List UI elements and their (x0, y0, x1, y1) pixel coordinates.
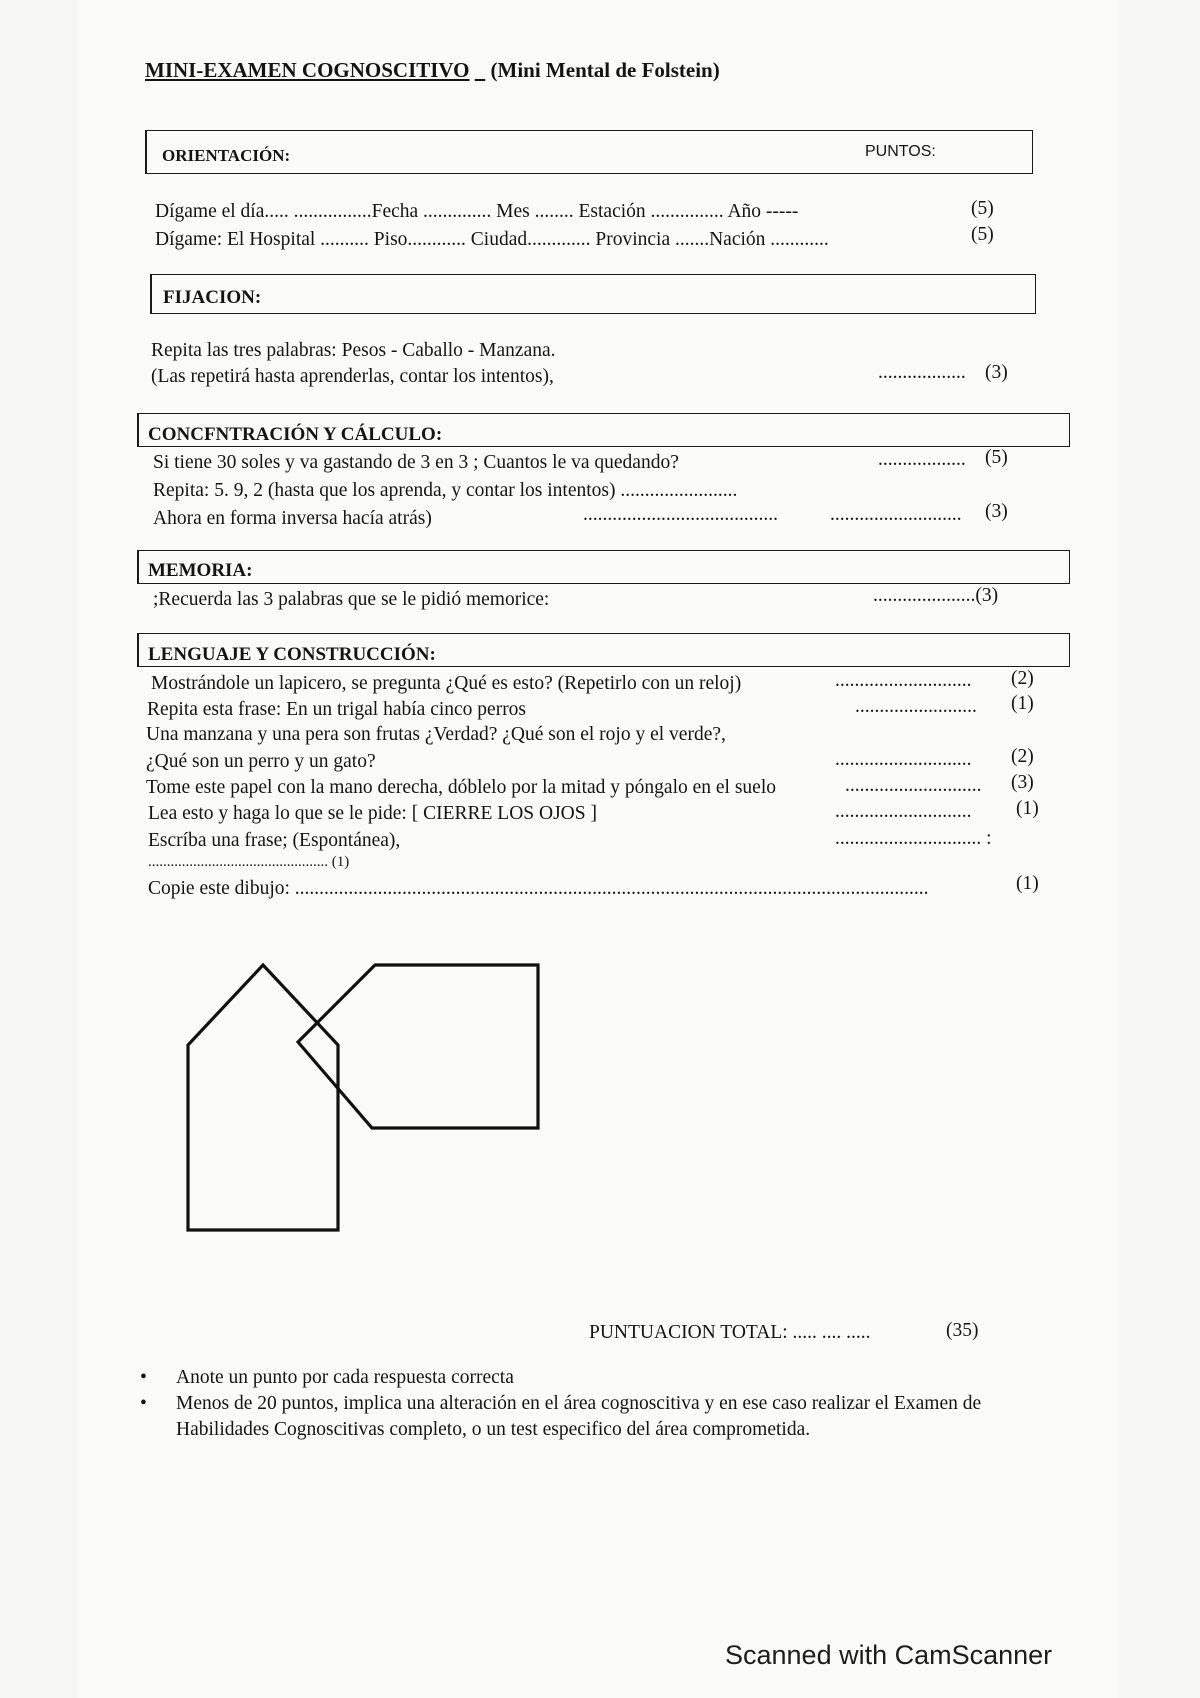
lenguaje-line-2-dots: ......................... (855, 696, 977, 717)
orientacion-line-1-points: (5) (971, 198, 994, 219)
lenguaje-line-3: Una manzana y una pera son frutas ¿Verdad? ¿Qué son el rojo y el verde?, (146, 724, 726, 745)
lenguaje-line-7: Escríba una frase; (Espontánea), (148, 830, 401, 851)
note-item: • Menos de 20 puntos, implica una alteración en el área cognoscitiva y en ese caso realizar el Examen de Habilidades Cognoscitivas completo, o un test especifico del área comprometida. (140, 1391, 1040, 1443)
lenguaje-line-5-points: (3) (1011, 772, 1034, 793)
orientacion-line-1: Dígame el día..... ................Fecha .............. Mes ........ Estación ............... Año ----- (155, 201, 799, 222)
title-main: MINI-EXAMEN COGNOSCITIVO (145, 58, 470, 82)
lenguaje-line-2-points: (1) (1011, 693, 1034, 714)
lenguaje-line-7-dots: .............................. : (835, 828, 992, 849)
fijacion-line-2: (Las repetirá hasta aprenderlas, contar los intentos), (151, 366, 554, 387)
title-sub: (Mini Mental de Folstein) (490, 58, 720, 82)
orientacion-line-2: Dígame: El Hospital .......... Piso............ Ciudad............. Provincia .......Nación ............ (155, 229, 829, 250)
document-title (145, 58, 720, 83)
lenguaje-line-1: Mostrándole un lapicero, se pregunta ¿Qué es esto? (Repetirlo con un reloj) (151, 673, 742, 694)
left-pentagon (188, 965, 338, 1230)
lenguaje-line-5-dots: ............................ (845, 775, 982, 796)
section-orientacion-title: ORIENTACIÓN: (162, 146, 291, 165)
notes-list (140, 1365, 1040, 1443)
lenguaje-line-1-dots: ............................ (835, 670, 972, 691)
puntos-label: PUNTOS: (865, 143, 936, 160)
concentracion-line-3-points: (3) (985, 501, 1008, 522)
section-memoria-title: MEMORIA: (148, 560, 253, 581)
pentagons-drawing (150, 955, 560, 1245)
concentracion-line-2: Repita: 5. 9, 2 (hasta que los aprenda, y contar los intentos) ........................ (153, 480, 738, 501)
memoria-line-1: ;Recuerda las 3 palabras que se le pidió memorice: (153, 589, 550, 610)
lenguaje-line-4-points: (2) (1011, 746, 1034, 767)
concentracion-line-3-dots-b: ........................... (830, 504, 962, 525)
section-memoria-box (137, 550, 1070, 584)
concentracion-line-3: Ahora en forma inversa hacía atrás) (153, 508, 432, 529)
fijacion-line-2-points: (3) (985, 362, 1008, 383)
lenguaje-line-9: Copie este dibujo: .................................................................................................................................. (148, 878, 929, 899)
lenguaje-line-1-points: (2) (1011, 668, 1034, 689)
lenguaje-line-9-points: (1) (1016, 873, 1039, 894)
note-item: • Anote un punto por cada respuesta correcta (140, 1365, 1040, 1391)
section-lenguaje-title: LENGUAJE Y CONSTRUCCIÓN: (148, 644, 436, 665)
concentracion-line-1-points: (5) (985, 447, 1008, 468)
total-points: (35) (946, 1320, 979, 1341)
memoria-line-1-dots: .....................(3) (873, 585, 999, 606)
concentracion-line-1: Si tiene 30 soles y va gastando de 3 en 3 ; Cuantos le va quedando? (153, 452, 679, 473)
right-pentagon (298, 965, 538, 1128)
lenguaje-line-6-dots: ............................ (835, 801, 972, 822)
lenguaje-line-5: Tome este papel con la mano derecha, dóblelo por la mitad y póngalo en el suelo (146, 777, 777, 798)
concentracion-line-3-dots-a: ........................................ (583, 504, 778, 525)
section-concentracion-title: CONCFNTRACIÓN Y CÁLCULO: (148, 424, 443, 445)
section-fijacion-title: FIJACION: (163, 287, 262, 308)
total-label: PUNTUACION TOTAL: ..... .... ..... (589, 1322, 871, 1343)
fijacion-line-1: Repita las tres palabras: Pesos - Caballo - Manzana. (151, 340, 556, 361)
fijacion-line-2-dots: .................. (878, 362, 966, 383)
lenguaje-line-2: Repita esta frase: En un trigal había cinco perros (147, 699, 527, 720)
camscanner-watermark: Scanned with CamScanner (725, 1640, 1053, 1670)
lenguaje-line-6-points: (1) (1016, 798, 1039, 819)
lenguaje-line-4-dots: ............................ (835, 749, 972, 770)
lenguaje-line-8: ................................................ (1) (148, 854, 350, 870)
lenguaje-line-4: ¿Qué son un perro y un gato? (146, 751, 376, 772)
lenguaje-line-6: Lea esto y haga lo que se le pide: [ CIERRE LOS OJOS ] (148, 803, 597, 824)
section-fijacion-box (150, 274, 1036, 314)
concentracion-line-1-dots: .................. (878, 449, 966, 470)
orientacion-line-2-points: (5) (971, 224, 994, 245)
